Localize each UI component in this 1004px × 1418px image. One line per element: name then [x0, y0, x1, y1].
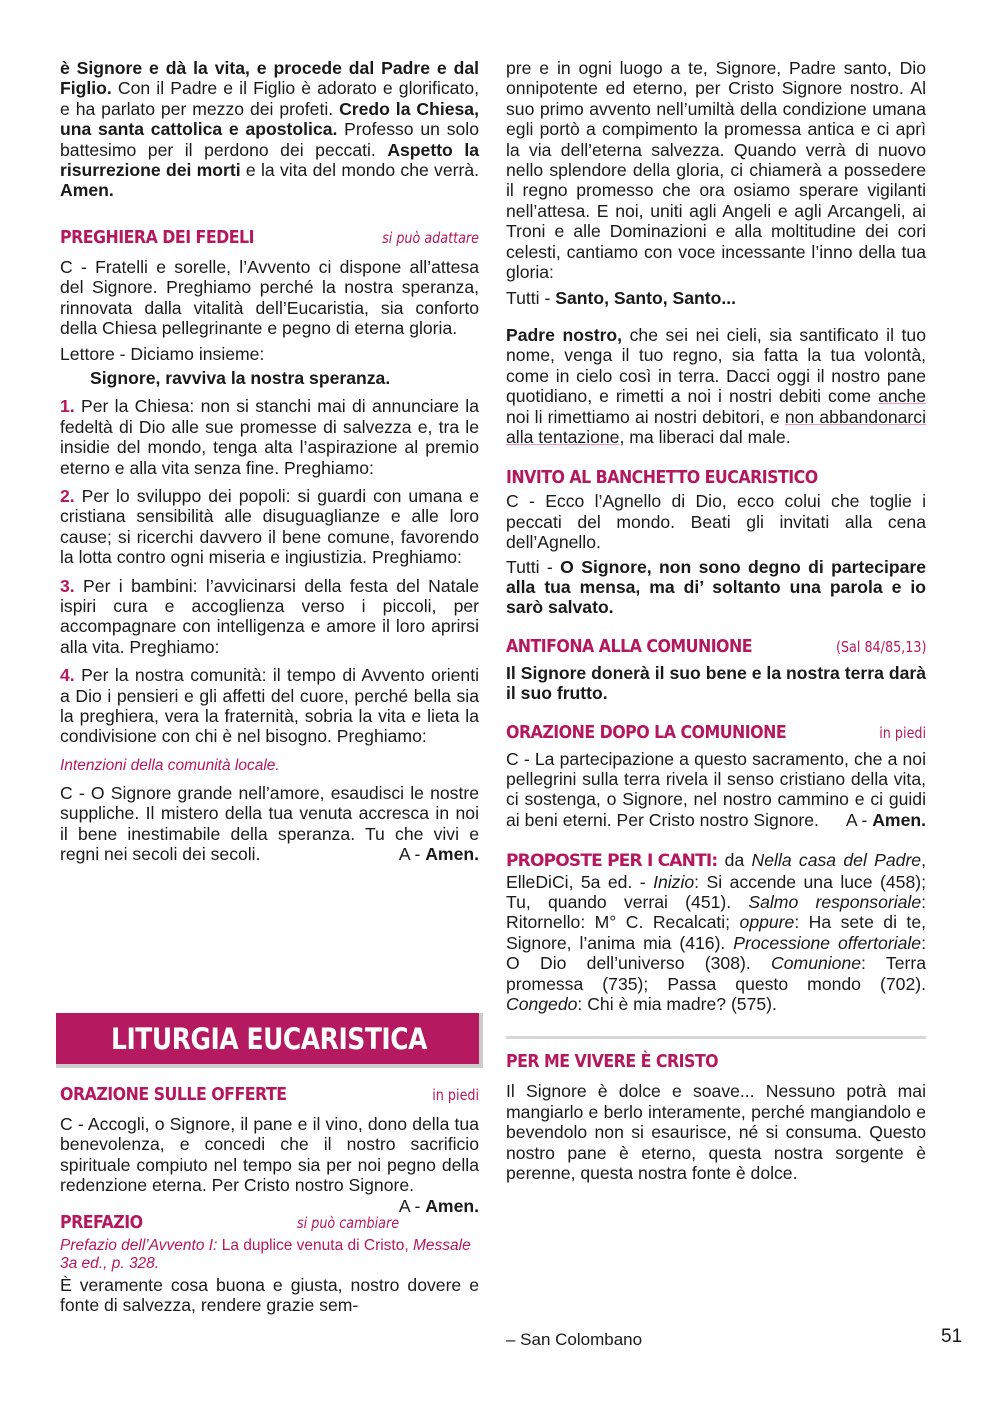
section-title: PER ME VIVERE È CRISTO [506, 1051, 719, 1073]
section-note: si può adattare [382, 228, 479, 247]
section-title: ORAZIONE SULLE OFFERTE [60, 1084, 287, 1105]
section-title: PREFAZIO [60, 1211, 143, 1233]
offerte-header [60, 1084, 479, 1105]
banner-title: LITURGIA EUCARISTICA [111, 1022, 428, 1056]
per-me-header [506, 1051, 926, 1072]
intention-text: Per i bambini: l’avvicinarsi della festa del Natale ispiri cura e accoglienza verso i piccoli, per accompagnare con intelligenza e amore il loro aprirsi alla vita. Preghiamo: [60, 575, 479, 657]
proposte-part: oppure [739, 912, 795, 933]
local-intentions-note: Intenzioni della comunità locale. [60, 756, 280, 774]
right-column [506, 58, 926, 1183]
invito-header [506, 467, 926, 488]
intention-item [60, 576, 479, 658]
section-note: (Sal 84/85,13) [835, 637, 926, 656]
prefazio-reference: Prefazio dell’Avvento I: La duplice venuta di Cristo, Messale 3a ed., p. 328. [60, 1236, 471, 1272]
proposte-part: Inizio [653, 871, 695, 892]
intentions-list [60, 396, 479, 747]
prefazio-continuation: pre e in ogni luogo a te, Signore, Padre santo, Dio onnipotente ed eterno, per Cristo Signore nostro. Al suo primo avvento nell’umiltà della condizione umana egli portò a compimento la promessa antica e ci aprì la via dell’eterna salvezza. Quando verrà di nuovo nello splendore della gloria, ci chiamerà a possedere il regno promesso che ora osiamo sperare vigilanti nell’attesa. E noi, uniti agli Angeli e agli Arcangeli, ai Troni e alle Dominazioni e alla moltitudine dei cori celesti, cantiamo con voce incessante l’inno della tua gloria: [506, 58, 926, 283]
proposte-part: : O Dio dell’universo (308). [506, 932, 926, 974]
section-title: ORAZIONE DOPO LA COMUNIONE [506, 721, 787, 743]
preghiera-header [60, 227, 479, 248]
section-note: in piedi [879, 723, 926, 742]
intention-number: 1. [60, 396, 75, 417]
prefazio-text: È veramente cosa buona e giusta, nostro dovere e fonte di salvezza, rendere grazie sem- [60, 1274, 479, 1316]
intention-text: Per la Chiesa: non si stanchi mai di annunciare la fedeltà di Dio alle sue promesse di salvezza e, tra le insidie del mondo, tenga alta l’aspirazione al premio eterno e alla vita senza fine. Preghiamo: [60, 396, 479, 478]
intention-number: 3. [60, 575, 75, 596]
section-title: PROPOSTE PER I CANTI: [506, 851, 718, 872]
offerte-text: C - Accogli, o Signore, il pane e il vino, dono della tua benevolenza, e concedi che il nostro sacrificio spirituale compiuto nel tempo sia per noi pegno della redenzione eterna. Per Cristo nostro Signore. A - Amen. [60, 1114, 479, 1216]
prefazio-header [60, 1212, 399, 1233]
credo-ending: è Signore e dà la vita, e procede dal Padre e dal Figlio. Con il Padre e il Figlio è adorato e glorificato, e ha parlato per mezzo dei profeti. Credo la Chiesa, una santa cattolica e apostolica. Professo un solo battesimo per il perdono dei peccati. Aspetto la risurrezione dei morti e la vita del mondo che verrà. Amen. [60, 58, 480, 201]
dopo-comunione-header [506, 722, 926, 743]
invito-text: C - Ecco l’Agnello di Dio, ecco colui che toglie i peccati del mondo. Beati gli invitati alla cena dell’Agnello. [506, 491, 926, 553]
amen-response: A - Amen. [398, 844, 479, 864]
proposte-part: Comunione [771, 953, 862, 974]
antifona-header [506, 636, 926, 657]
santo-response: Tutti - Santo, Santo, Santo... [506, 288, 737, 309]
quote-author: – San Colombano [506, 1330, 643, 1349]
section-divider [506, 1036, 926, 1039]
antifona-text: Il Signore donerà il suo bene e la nostra terra darà il suo frutto. [506, 662, 926, 704]
section-note: si può cambiare [296, 1213, 399, 1232]
invito-response: Tutti - O Signore, non sono degno di partecipare alla tua mensa, ma di’ soltanto una parola e io sarò salvato. [506, 556, 926, 618]
proposte-part: : Terra promessa (735); Passa questo mondo (702). [506, 953, 926, 994]
left-column [60, 58, 479, 864]
proposte-part: Congedo [506, 994, 578, 1015]
proposte-part: , ElleDiCi, 5a ed. - [506, 850, 926, 892]
intention-item [60, 665, 479, 747]
amen-response: A - Amen. [845, 809, 926, 830]
intention-item [60, 486, 479, 568]
page-number: 51 [941, 1326, 963, 1347]
proposte-part: : Chi è mia madre? (575). [577, 994, 777, 1015]
intention-number: 4. [60, 665, 75, 686]
intention-number: 2. [60, 485, 75, 506]
proposte-part: Processione offertoriale [733, 932, 922, 953]
preghiera-intro: C - Fratelli e sorelle, l’Avvento ci dispone all’attesa del Signore. Preghiamo perché la nostra speranza, rinnovata dalla vitalità dell’Eucaristia, sia conforto della Chiesa pellegrinante e pegno di eterna gloria. [60, 256, 479, 339]
intention-item [60, 396, 479, 478]
proposte-part: : Ritornello: M° C. Recalcati; [506, 892, 926, 933]
proposte-part: Nella casa del Padre [751, 850, 922, 871]
section-title: PREGHIERA DEI FEDELI [60, 226, 254, 248]
per-me-text: Il Signore è dolce e soave... Nessuno potrà mai mangiarlo e berlo interamente, perché mangiandolo e bevendolo non si esaurisce, né si consuma. Questo nostro pane è eterno, questa nostra sorgente è perenne, questa nostra fonte è dolce. [506, 1081, 926, 1184]
proposte-canti [506, 850, 926, 1014]
preghiera-closing: C - O Signore grande nell’amore, esaudisci le nostre suppliche. Il mistero della tua venuta accresca in noi il bene inestimabile della speranza. Tu che vivi e regni nei secoli dei secoli. A - Amen. [60, 782, 479, 864]
section-title: ANTIFONA ALLA COMUNIONE [506, 635, 753, 657]
left-column-lower [60, 1084, 479, 1315]
intention-text: Per la nostra comunità: il tempo di Avvento orienti a Dio i pensieri e gli affetti del cuore, perché bella sia la preghiera, vera la fraternità, sobria la vita e lieta la condivisione con chi è nel bisogno. Preghiamo: [60, 665, 479, 747]
dopo-comunione-text: C - La partecipazione a questo sacramento, che a noi pellegrini sulla terra rivela il senso cristiano della vita, ci sostenga, o Signore, nel nostro cammino e ci guidi ai beni eterni. Per Cristo nostro Signore. A - Amen. [506, 748, 926, 830]
section-note: in piedi [432, 1086, 479, 1104]
lettore-line: Lettore - Diciamo insieme: [60, 344, 265, 365]
proposte-part: : Ha sete di te, Signore, l’anima mia (416). [506, 912, 926, 953]
proposte-part: : Si accende una luce (458); Tu, quando verrai (451). [506, 871, 926, 912]
assembly-response: Signore, ravviva la nostra speranza. [90, 367, 391, 388]
intention-text: Per lo sviluppo dei popoli: si guardi con umana e cristiana sensibilità alle disuguaglianze e alle loro cause; si ricerchi davvero il bene comune, favorendo la lotta contro ogni miseria e ingiustizia. Preghiamo: [60, 485, 479, 568]
padre-nostro: Padre nostro, che sei nei cieli, sia santificato il tuo nome, venga il tuo regno, sia fatta la tua volontà, come in cielo così in terra. Dacci oggi il nostro pane quotidiano, e rimetti a noi i nostri debiti come anche noi li rimettiamo ai nostri debitori, e non abbandonarci alla tentazione, ma liberaci dal male. [506, 324, 927, 447]
proposte-part: da [717, 850, 752, 871]
amen-response: A - Amen. [398, 1195, 479, 1216]
liturgia-eucaristica-banner [56, 1013, 483, 1068]
section-title: INVITO AL BANCHETTO EUCARISTICO [506, 467, 818, 489]
proposte-part: Salmo responsoriale [748, 892, 922, 912]
